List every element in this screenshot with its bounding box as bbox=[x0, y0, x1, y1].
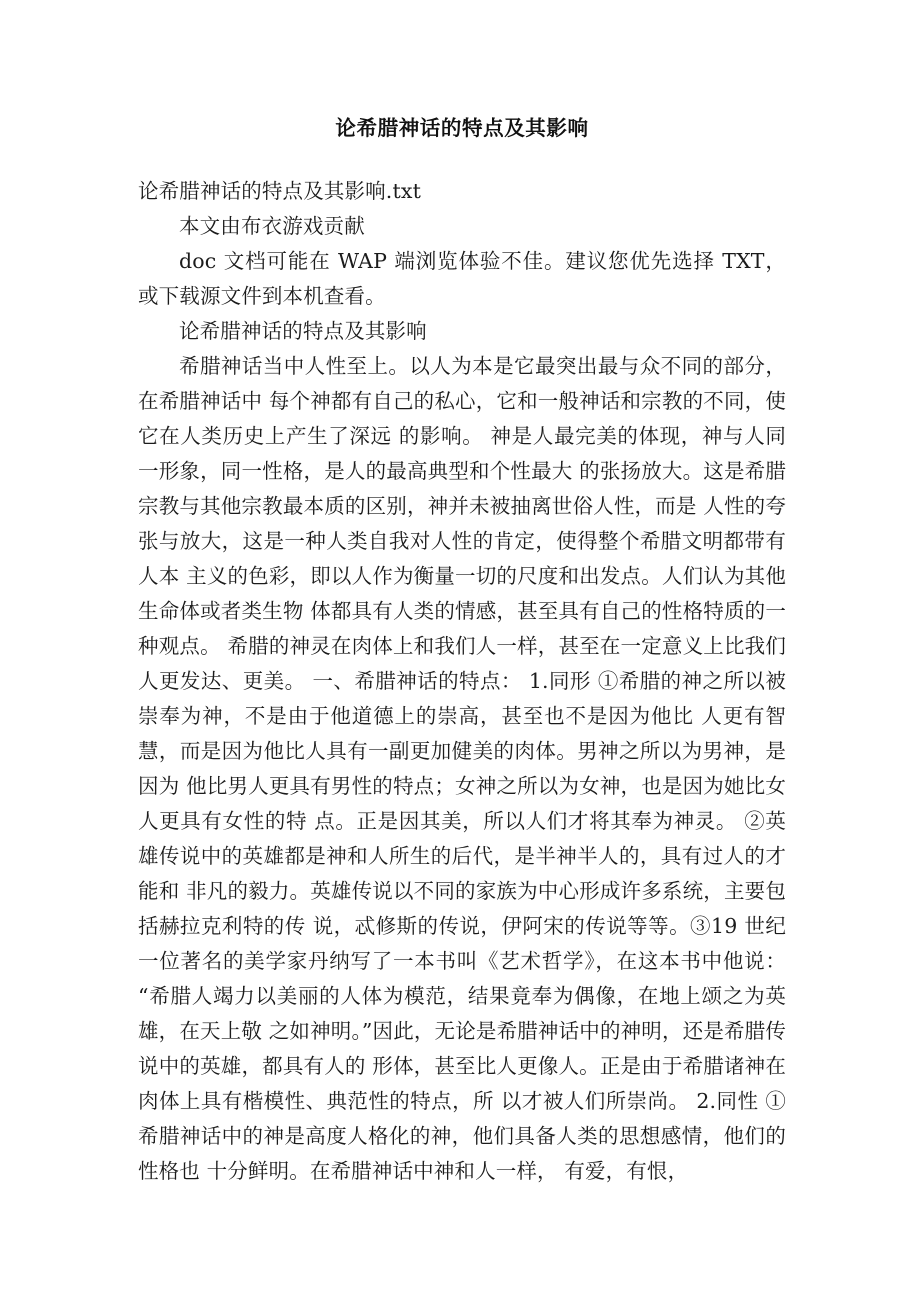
paragraph-main-body: 希腊神话当中人性至上。以人为本是它最突出最与众不同的部分，在希腊神话中 每个神都有自己的私心，它和一般神话和宗教的不同，使它在人类历史上产生了深远 的影响。 神是人最完美的体现，神与人同一形象，同一性格，是人的最高典型和个性最大 的张扬放大。这是希腊宗教与其他宗教最本质的区别，神并未被抽离世俗人性，而是 人性的夸张与放大，这是一种人类自我对人性的肯定，使得整个希腊文明都带有人本 主义的色彩，即以人作为衡量一切的尺度和出发点。人们认为其他生命体或者类生物 体都具有人类的情感，甚至具有自己的性格特质的一种观点。 希腊的神灵在肉体上和我们人一样，甚至在一定意义上比我们人更发达、更美。 一、希腊神话的特点： 1.同形 ①希腊的神之所以被崇奉为神，不是由于他道德上的崇高，甚至也不是因为他比 人更有智慧，而是因为他比人具有一副更加健美的肉体。男神之所以为男神，是因为 他比男人更具有男性的特点；女神之所以为女神，也是因为她比女人更具有女性的特 点。正是因其美，所以人们才将其奉为神灵。 ②英雄传说中的英雄都是神和人所生的后代，是半神半人的，具有过人的才能和 非凡的毅力。英雄传说以不同的家族为中心形成许多系统，主要包括赫拉克利特的传 说，忒修斯的传说，伊阿宋的传说等等。③19 世纪一位著名的美学家丹纳写了一本书叫《艺术哲学》，在这本书中他说： “希腊人竭力以美丽的人体为模范，结果竟奉为偶像，在地上颂之为英雄，在天上敬 之如神明。”因此，无论是希腊神话中的神明，还是希腊传说中的英雄，都具有人的 形体，甚至比人更像人。正是由于希腊诸神在肉体上具有楷模性、典范性的特点，所 以才被人们所崇尚。 2.同性 ①希腊神话中的神是高度人格化的神，他们具备人类的思想感情，他们的性格也 十分鲜明。在希腊神话中神和人一样， 有爱，有恨， bbox=[138, 354, 786, 1183]
document-text-column bbox=[138, 0, 786, 1189]
paragraph-subheading: 论希腊神话的特点及其影响 bbox=[179, 319, 427, 343]
page-title: 论希腊神话的特点及其影响 bbox=[335, 116, 589, 140]
paragraph-wap-notice: doc 文档可能在 WAP 端浏览体验不佳。建议您优先选择 TXT，或下载源文件到本机查看。 bbox=[138, 249, 786, 308]
paragraph-contributor: 本文由布衣游戏贡献 bbox=[179, 214, 365, 238]
paragraph-filename: 论希腊神话的特点及其影响.txt bbox=[138, 179, 421, 203]
